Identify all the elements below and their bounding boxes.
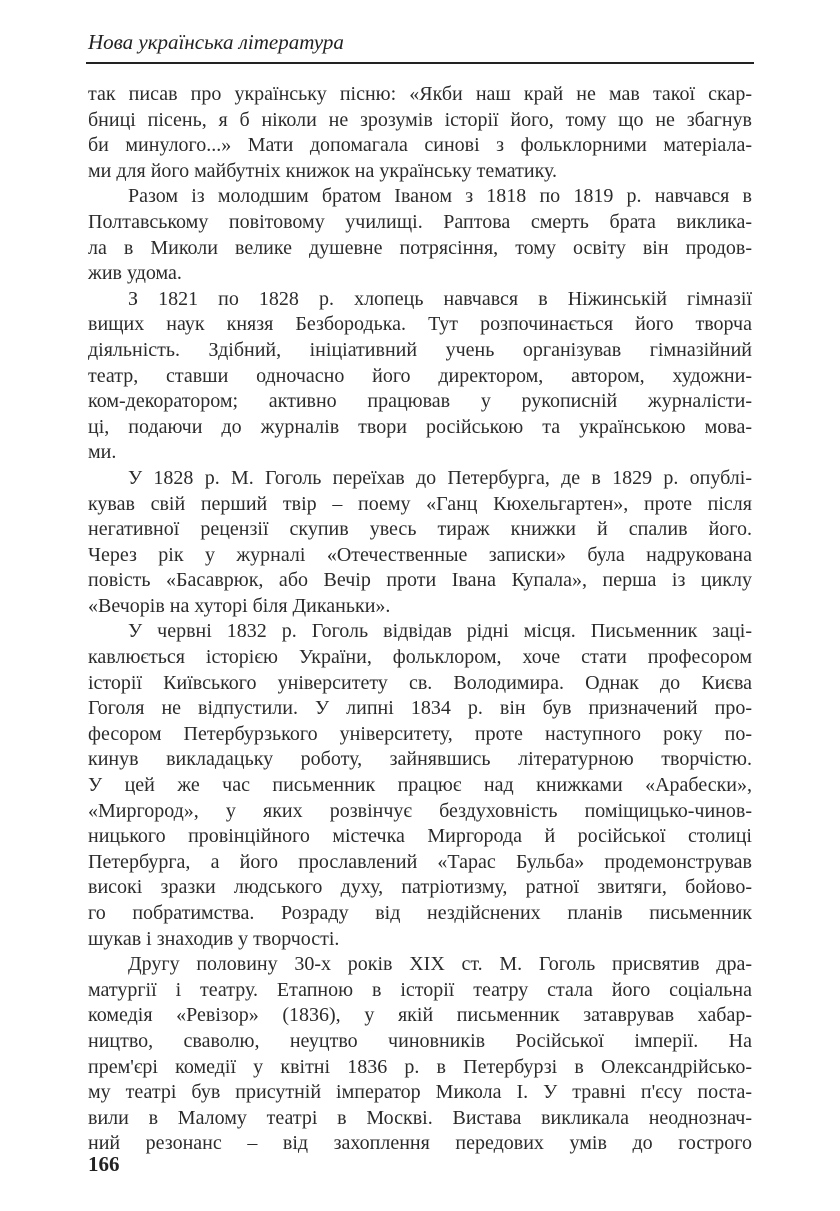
text-line: високі зразки людського духу, патріотизму, ратної звитяги, бойово-: [88, 876, 752, 899]
body-text: [88, 82, 752, 1157]
text-line: театр, ставши одночасно його директором, автором, художни-: [88, 364, 752, 387]
text-line: комедія «Ревізор» (1836), у якій письменник затаврував хабар-: [88, 1004, 752, 1027]
text-line: Гоголя не відпустили. У липні 1834 р. він був призначений про-: [88, 697, 752, 720]
text-line: діяльність. Здібний, ініціативний учень організував гімназійний: [88, 338, 752, 361]
text-line: жив удома.: [88, 262, 182, 285]
text-line: го побратимства. Розраду від нездійснених планів письменник: [88, 902, 752, 924]
paragraph: [88, 184, 752, 286]
text-line: кавлюється історією України, фольклором, хоче стати професором: [88, 646, 752, 669]
text-line: повість «Басаврюк, або Вечір проти Івана Купала», перша із циклу: [88, 569, 752, 592]
text-line: Петербурга, а його прославлений «Тарас Бульба» продемонстрував: [88, 850, 752, 873]
text-line: негативної рецензії скупив увесь тираж книжки й спалив його.: [88, 518, 752, 541]
text-line: історії Київського університету св. Володимира. Однак до Києва: [88, 671, 752, 694]
text-line: вили в Малому театрі в Москві. Вистава викликала неоднознач-: [88, 1106, 752, 1129]
text-line: ництво, сваволю, неуцтво чиновників Російської імперії. На: [88, 1029, 752, 1052]
text-line: матургії і театру. Етапною в історії театру стала його соціальна: [88, 978, 752, 1001]
text-line: би минулого...» Мати допомагала синові з фольклорними матеріала-: [88, 134, 752, 157]
text-line: ницького провінційного містечка Миргорода й російської столиці: [88, 825, 752, 848]
paragraph: [88, 82, 752, 184]
text-line: ла в Миколи велике душевне потрясіння, тому освіту він продов-: [88, 236, 752, 259]
text-line: «Вечорів на хуторі біля Диканьки».: [88, 594, 391, 617]
text-line: фесором Петербурзького університету, проте наступного року по-: [88, 722, 752, 745]
running-header-title: Нова українська література: [88, 30, 344, 54]
text-line: У цей же час письменник працює над книжками «Арабески»,: [88, 774, 752, 797]
paragraph: [88, 619, 752, 952]
text-line: У 1828 р. М. Гоголь переїхав до Петербурга, де в 1829 р. опублі-: [128, 466, 752, 489]
text-line: Разом із молодшим братом Іваном з 1818 по 1819 р. навчався в: [128, 185, 752, 208]
paragraph: [88, 287, 752, 466]
text-line: бниці пісень, я б ніколи не зрозумів історії його, тому що не збагнув: [88, 108, 752, 131]
text-line: кував свій перший твір – поему «Ганц Кюхельгартен», проте після: [88, 492, 752, 515]
text-line: ми.: [88, 441, 117, 464]
text-line: ми для його майбутніх книжок на українську тематику.: [88, 159, 558, 182]
header-rule: [86, 62, 754, 64]
text-line: ком-декоратором; активно працював у рукописній журналісти-: [88, 390, 752, 413]
text-line: ний резонанс – від захоплення передових умів до гострого: [88, 1132, 752, 1155]
paragraph: [88, 466, 752, 620]
text-line: прем'єрі комедії у квітні 1836 р. в Петербурзі в Олександрійсько-: [88, 1055, 752, 1078]
text-line: У червні 1832 р. Гоголь відвідав рідні місця. Письменник заці-: [128, 620, 752, 643]
text-line: Через рік у журналі «Отечественные записки» була надрукована: [88, 543, 752, 566]
text-line: так писав про українську пісню: «Якби наш край не мав такої скар-: [88, 83, 752, 105]
text-line: «Миргород», у яких розвінчує бездуховність поміщицько-чинов-: [88, 799, 752, 822]
text-line: З 1821 по 1828 р. хлопець навчався в Ніжинській гімназії: [128, 287, 752, 310]
text-line: Полтавському повітовому училищі. Раптова смерть брата виклика-: [88, 210, 752, 233]
text-line: кинув викладацьку роботу, зайнявшись літературною творчістю.: [88, 748, 752, 771]
text-line: Другу половину 30-х років XIX ст. М. Гоголь присвятив дра-: [128, 953, 752, 976]
text-line: вищих наук князя Безбородька. Тут розпочинається його творча: [88, 313, 752, 336]
text-line: му театрі був присутній імператор Микола І. У травні п'єсу поста-: [88, 1081, 752, 1104]
text-line: шукав і знаходив у творчості.: [88, 927, 340, 950]
paragraph: [88, 952, 752, 1157]
text-line: ці, подаючи до журналів твори російською та українською мова-: [88, 415, 752, 438]
page-number: 166: [88, 1152, 120, 1176]
